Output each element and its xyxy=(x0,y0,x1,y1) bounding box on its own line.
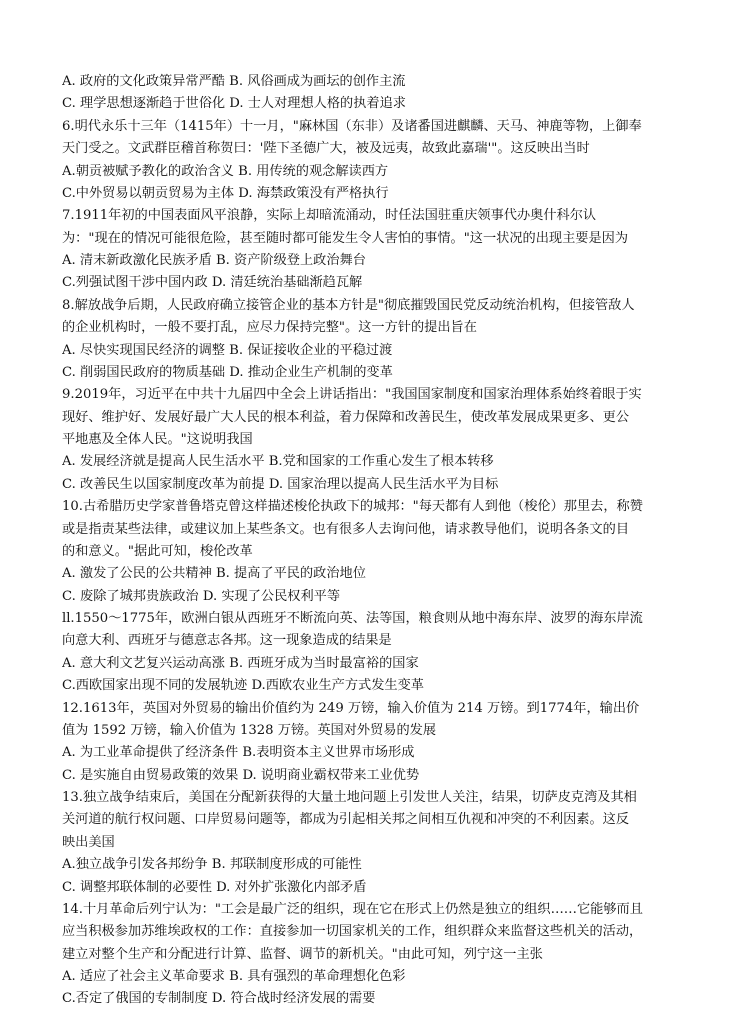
text-line: C. 是实施自由贸易政策的效果 D. 说明商业霸权带来工业优势 xyxy=(62,767,420,783)
text-line: A. 尽快实现国民经济的调整 B. 保证接收企业的平稳过渡 xyxy=(62,342,393,358)
text-line: 9.2019年，习近平在中共十九届四中全会上讲话指出："我国国家制度和国家治理体系始终着眼于实 xyxy=(62,387,642,403)
text-line: C.列强试图干涉中国内政 D. 清廷统治基础渐趋瓦解 xyxy=(62,275,363,291)
text-line: C. 调整邦联体制的必要性 D. 对外扩张激化内部矛盾 xyxy=(62,879,367,895)
text-line: 平地惠及全体人民。"这说明我国 xyxy=(62,432,253,447)
text-line: 的和意义。"据此可知，梭伦改革 xyxy=(62,543,253,559)
text-line: 现好、维护好、发展好最广大人民的根本利益，着力保障和改善民生，使改革发展成果更多、更公 xyxy=(62,409,630,425)
text-line: A. 清末新政激化民族矛盾 B. 资产阶级登上政治舞台 xyxy=(62,253,366,268)
text-line: A. 激发了公民的公共精神 B. 提高了平民的政治地位 xyxy=(62,566,366,582)
text-line: A.独立战争引发各邦纷争 B. 邦联制度形成的可能性 xyxy=(62,857,362,873)
text-line: C. 改善民生以国家制度改革为前提 D. 国家治理以提高人民生活水平为目标 xyxy=(62,476,499,492)
text-line: ll.1550～1775年，欧洲白银从西班牙不断流向英、法等国，粮食则从地中海东岸、波罗的海东岸流 xyxy=(62,611,643,626)
text-line: 7.1911年初的中国表面风平浪静，实际上却暗流涌动，时任法国驻重庆领事代办奥什科尔认 xyxy=(62,208,597,224)
text-line: A. 适应了社会主义革命要求 B. 具有强烈的革命理想化色彩 xyxy=(62,969,406,984)
text-line: C.中外贸易以朝贡贸易为主体 D. 海禁政策没有严格执行 xyxy=(62,185,389,201)
text-line: 映出美国 xyxy=(62,834,115,850)
text-line: 12.1613年，英国对外贸易的输出价值约为 249 万镑，输入价值为 214 万镑。到1774年，输出价 xyxy=(62,700,640,716)
text-line: C. 削弱国民政府的物质基础 D. 推动企业生产机制的变革 xyxy=(62,364,393,380)
text-line: 建立对整个生产和分配进行计算、监督、调节的新机关。"由此可知，列宁这一主张 xyxy=(62,946,543,962)
text-line: 应当积极参加苏维埃政权的工作：直接参加一切国家机关的工作，组织群众来监督这些机关的活动， xyxy=(62,924,643,940)
text-line: C. 理学思想逐渐趋于世俗化 D. 士人对理想人格的执着追求 xyxy=(62,96,406,112)
text-line: C.西欧国家出现不同的发展轨迹 D.西欧农业生产方式发生变革 xyxy=(62,678,424,694)
text-line: 向意大利、西班牙与德意志各邦。这一现象造成的结果是 xyxy=(62,633,392,649)
text-line: C. 废除了城邦贵族政治 D. 实现了公民权利平等 xyxy=(62,588,341,604)
text-line: 10.古希腊历史学家普鲁塔克曾这样描述梭伦执政下的城邦："每天都有人到他（梭伦）那里去，称赞 xyxy=(62,499,643,515)
text-line: A. 政府的文化政策异常严酷 B. 风俗画成为画坛的创作主流 xyxy=(62,74,406,89)
text-line: 值为 1592 万镑，输入价值为 1328 万镑。英国对外贸易的发展 xyxy=(62,722,437,738)
text-line: C.否定了俄国的专制制度 D. 符合战时经济发展的需要 xyxy=(62,991,376,1007)
text-line: 8.解放战争后期，人民政府确立接管企业的基本方针是"彻底摧毁国民党反动统治机构，但接管敌人 xyxy=(62,297,635,313)
text-line: 的企业机构时，一般不要打乱，应尽力保持完整"。这一方针的提出旨在 xyxy=(62,320,477,336)
text-line: A. 发展经济就是提高人民生活水平 B.党和国家的工作重心发生了根本转移 xyxy=(62,454,494,470)
text-line: 为："现在的情况可能很危险，甚至随时都可能发生令人害怕的事情。"这一状况的出现主要是因为 xyxy=(62,230,629,246)
text-line: 6.明代永乐十三年（1415年）十一月，"麻林国（东非）及诸番国进麒麟、天马、神鹿等物，上御奉 xyxy=(62,118,642,134)
text-line: 或是指责某些法律，或建议加上某些条文。也有很多人去询问他，请求教导他们，说明各条文的目 xyxy=(62,521,630,537)
text-line: 14.十月革命后列宁认为："工会是最广泛的组织，现在它在形式上仍然是独立的组织……它能够而且 xyxy=(62,901,643,917)
text-line: 关河道的航行权问题、口岸贸易问题等，都成为引起相关邦之间相互仇视和冲突的不利因素。这反 xyxy=(62,812,630,828)
text-line: A. 意大利文艺复兴运动高涨 B. 西班牙成为当时最富裕的国家 xyxy=(62,655,419,671)
text-line: 13.独立战争结束后，美国在分配新获得的大量土地问题上引发世人关注，结果，切萨皮克湾及其相 xyxy=(62,790,637,805)
exam-text-body xyxy=(62,71,674,1011)
text-line: A.朝贡被赋予教化的政治含义 B. 用传统的观念解读西方 xyxy=(62,163,389,179)
text-line: 天门受之。文武群臣稽首称贺曰：'陛下圣德广大，被及远夷，故致此嘉瑞'"。这反映出当时 xyxy=(62,141,590,157)
text-line: A. 为工业革命提供了经济条件 B.表明资本主义世界市场形成 xyxy=(62,745,415,761)
